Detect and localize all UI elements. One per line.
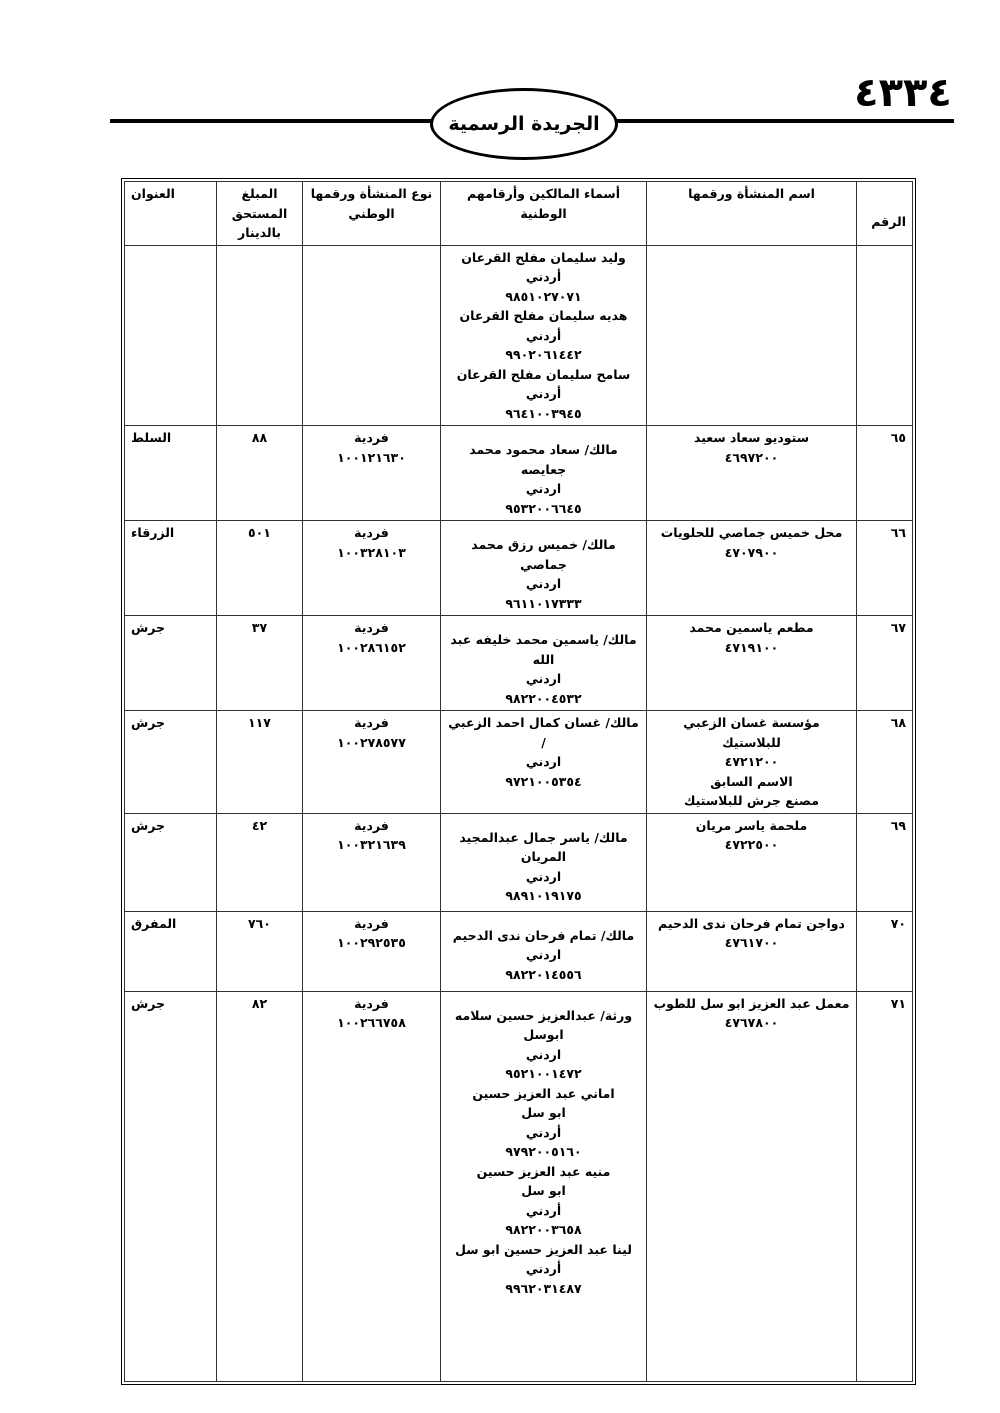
cell-line: فردية: [354, 995, 389, 1011]
cell-facility-name: [647, 616, 857, 711]
cell-owners: [441, 521, 647, 616]
cell-line: مالك/ سعاد محمود محمد جعايصه: [469, 442, 618, 477]
cell-line: اردني: [525, 481, 562, 496]
cell-number: ٦٧: [857, 616, 913, 711]
cell-address: جرش: [125, 711, 217, 814]
cell-owners: [441, 813, 647, 911]
table-body: [125, 245, 913, 1381]
cell-facility-name: [647, 521, 857, 616]
cell-amount: ١١٧: [217, 711, 303, 814]
cell-facility-type: [303, 991, 441, 1381]
cell-line: أردني: [525, 1261, 562, 1276]
col-header-address: العنوان: [125, 182, 217, 246]
cell-owners: [441, 991, 647, 1381]
cell-line: ٩٧٢١٠٠٥٣٥٤: [505, 773, 582, 789]
cell-line: ملحمة ياسر مريان: [695, 817, 808, 833]
cell-number: ٧٠: [857, 911, 913, 991]
cell-line: ورثة/ عبدالعزيز حسين سلامه: [454, 1007, 633, 1023]
cell-line: الاسم السابق: [710, 773, 793, 789]
cell-line: ١٠٠٣٢٨١٠٣: [337, 544, 406, 560]
cell-line: ٩٨٢٢٠٠٣٦٥٨: [505, 1222, 582, 1237]
table-row-continuation: [125, 245, 913, 426]
table-row: [125, 616, 913, 711]
cell-line: ٩٩٦٢٠٣١٤٨٧: [505, 1280, 582, 1296]
table-row: [125, 711, 913, 814]
cell-line: هديه سليمان مفلح القرعان: [459, 308, 628, 323]
cell-line: اردني: [525, 576, 562, 591]
cell-facility-name: [647, 711, 857, 814]
facilities-table: [124, 181, 913, 1382]
col-header-amount: المبلغ المستحق بالدينار: [217, 182, 303, 246]
cell-line: اردني: [525, 868, 562, 884]
cell-line: ١٠٠٢٦٦٧٥٨: [337, 1015, 406, 1030]
cell-line: محل خميس جماصي للحلويات: [660, 525, 843, 540]
cell-amount: ٥٠١: [217, 521, 303, 616]
cell-number: ٦٥: [857, 426, 913, 521]
cell-line: معمل عبد العزيز ابو سل للطوب: [653, 995, 850, 1011]
cell-line: ١٠٠٢٨٦١٥٢: [337, 639, 406, 655]
cell-line: ٤٦٩٧٢٠٠: [724, 449, 779, 465]
cell-line: مؤسسة غسان الزعبي للبلاستيك: [683, 715, 820, 750]
cell-line: ١٠٠٢٧٨٥٧٧: [337, 734, 406, 750]
table-row: [125, 911, 913, 991]
cell-number: [857, 245, 913, 426]
cell-address: الزرقاء: [125, 521, 217, 616]
cell-line: سامح سليمان مفلح القرعان: [456, 366, 631, 382]
col-header-facility-name: اسم المنشأة ورقمها: [647, 182, 857, 246]
table-row: [125, 991, 913, 1381]
cell-facility-type: [303, 813, 441, 911]
cell-line: مالك/ ياسر جمال عبدالمجيد: [459, 829, 628, 845]
cell-amount: ٤٢: [217, 813, 303, 911]
cell-facility-type: [303, 245, 441, 426]
cell-line: ابو سل: [521, 1105, 566, 1120]
cell-line: المريان: [520, 849, 567, 864]
cell-line: ابو سل: [521, 1183, 566, 1198]
cell-line: ٤٧١٩١٠٠: [724, 639, 779, 655]
cell-owners: [441, 616, 647, 711]
cell-facility-type: [303, 521, 441, 616]
cell-line: اردني: [525, 754, 562, 769]
cell-facility-type: [303, 911, 441, 991]
cell-line: لينا عبد العزيز حسين ابو سل: [455, 1241, 632, 1257]
cell-facility-type: [303, 711, 441, 814]
cell-line: فردية: [354, 525, 389, 540]
cell-line: مالك/ تمام فرحان ندى الدحيم: [452, 927, 635, 943]
cell-line: ٩٥٣٢٠٠٦٦٤٥: [505, 500, 582, 516]
gazette-title-oval: [430, 88, 618, 160]
cell-line: منيه عبد العزيز حسين: [476, 1163, 611, 1179]
cell-line: ١٠٠٢٩٢٥٣٥: [337, 935, 406, 950]
cell-line: مالك/ خميس رزق محمد جماصي: [471, 537, 616, 572]
cell-line: أردني: [525, 1124, 562, 1140]
cell-line: مطعم ياسمين محمد: [689, 620, 814, 635]
cell-number: ٦٩: [857, 813, 913, 911]
cell-line: فردية: [354, 715, 389, 730]
cell-number: ٦٨: [857, 711, 913, 814]
cell-line: ٩٦١١٠١٧٣٣٣: [505, 595, 582, 611]
cell-line: اردني: [525, 947, 562, 962]
cell-amount: [217, 245, 303, 426]
cell-line: ٩٨٢٢٠١٤٥٥٦: [505, 966, 582, 982]
cell-line: اردني: [525, 1046, 562, 1062]
gazette-title: الجريدة الرسمية: [448, 113, 600, 135]
cell-line: فردية: [354, 430, 389, 445]
cell-line: ٩٧٩٢٠٠٥١٦٠: [505, 1144, 582, 1159]
cell-line: ٤٧٠٧٩٠٠: [724, 544, 779, 560]
cell-number: ٦٦: [857, 521, 913, 616]
cell-amount: ٨٨: [217, 426, 303, 521]
cell-owners: [441, 426, 647, 521]
cell-facility-name: [647, 245, 857, 426]
cell-line: مالك/ غسان كمال احمد الزعبي /: [448, 715, 639, 750]
cell-facility-name: [647, 991, 857, 1381]
cell-line: ٩٨٢٢٠٠٤٥٣٢: [505, 690, 582, 706]
cell-line: اماني عبد العزيز حسين: [472, 1085, 615, 1101]
cell-amount: ٧٦٠: [217, 911, 303, 991]
cell-line: دواجن تمام فرحان ندى الدحيم: [658, 915, 845, 931]
cell-facility-type: [303, 426, 441, 521]
cell-line: ٩٥٢١٠٠١٤٧٢: [505, 1066, 582, 1081]
cell-line: فردية: [354, 620, 389, 635]
cell-line: أردني: [525, 269, 562, 284]
cell-line: ٩٦٤١٠٠٣٩٤٥: [505, 405, 582, 421]
cell-line: ٩٨٩١٠١٩١٧٥: [505, 888, 582, 903]
cell-line: ١٠٠٣٢١٦٣٩: [337, 837, 406, 852]
cell-number: ٧١: [857, 991, 913, 1381]
cell-line: ستوديو سعاد سعيد: [693, 430, 809, 445]
cell-line: مالك/ ياسمين محمد خليفه عبد الله: [450, 632, 637, 667]
cell-line: ابوسل: [523, 1027, 564, 1042]
cell-amount: ٨٢: [217, 991, 303, 1381]
cell-line: فردية: [354, 915, 389, 931]
cell-line: ١٠٠١٢١٦٣٠: [337, 449, 406, 465]
cell-facility-name: [647, 813, 857, 911]
cell-address: السلط: [125, 426, 217, 521]
cell-address: جرش: [125, 991, 217, 1381]
cell-line: اردني: [525, 671, 562, 686]
cell-facility-name: [647, 426, 857, 521]
page-number: ٤٣٣٤: [854, 70, 952, 116]
col-header-facility-type: نوع المنشأة ورقمها الوطني: [303, 182, 441, 246]
cell-owners: [441, 245, 647, 426]
cell-address: [125, 245, 217, 426]
col-header-owners: أسماء المالكين وأرقامهم الوطنية: [441, 182, 647, 246]
cell-line: ٤٧٦٧٨٠٠: [724, 1015, 779, 1030]
table-row: [125, 813, 913, 911]
cell-line: فردية: [354, 817, 389, 833]
cell-line: أردني: [525, 1202, 562, 1218]
table-row: [125, 521, 913, 616]
cell-line: وليد سليمان مفلح القرعان: [461, 249, 626, 265]
cell-line: أردني: [525, 386, 562, 401]
cell-address: جرش: [125, 616, 217, 711]
cell-line: ٩٨٥١٠٢٧٠٧١: [505, 288, 582, 304]
cell-facility-type: [303, 616, 441, 711]
cell-line: ٩٩٠٢٠٦١٤٤٢: [505, 347, 582, 362]
cell-line: ٤٧٢١٢٠٠: [724, 754, 779, 769]
cell-amount: ٣٧: [217, 616, 303, 711]
cell-facility-name: [647, 911, 857, 991]
col-header-number: الرقم: [857, 182, 913, 246]
cell-owners: [441, 711, 647, 814]
cell-owners: [441, 911, 647, 991]
cell-line: مصنع جرش للبلاستيك: [684, 793, 819, 808]
cell-address: المفرق: [125, 911, 217, 991]
cell-line: ٤٧٢٢٥٠٠: [724, 837, 779, 852]
cell-address: جرش: [125, 813, 217, 911]
table-header-row: [125, 182, 913, 246]
cell-line: أردني: [525, 327, 562, 343]
cell-line: ٤٧٦١٧٠٠: [724, 935, 779, 950]
table-row: [125, 426, 913, 521]
